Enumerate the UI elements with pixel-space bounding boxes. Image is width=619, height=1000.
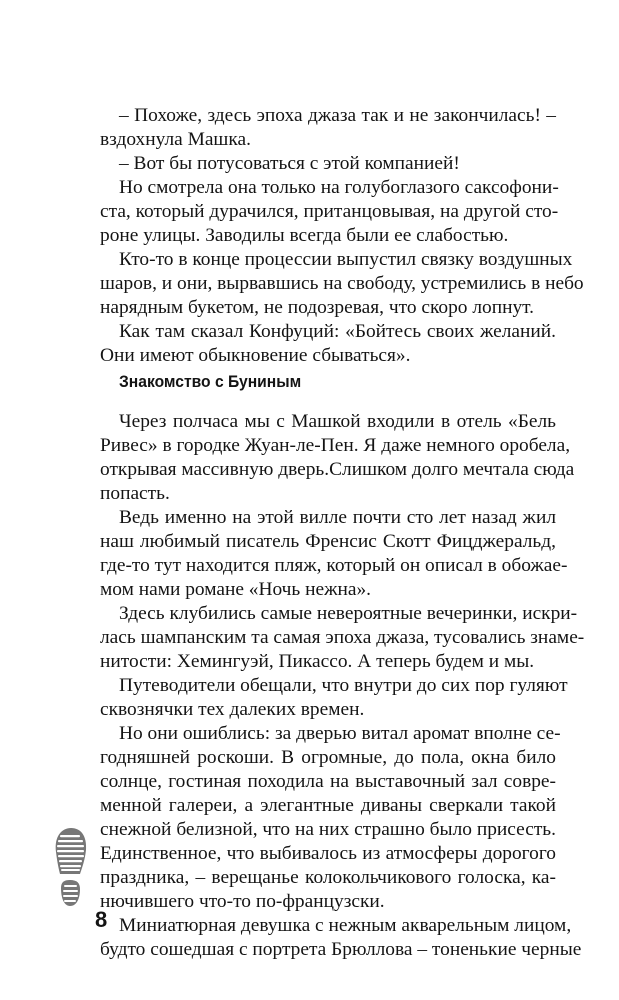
text-line: будто сошедшая с портрета Брюллова – тоненькие черные [100,939,582,960]
text-line: годняшней роскоши. В огромные, до пола, окна било [100,747,556,768]
text-line: снежной белизной, что на них страшно было присесть. [100,819,556,840]
text-line: наш любимый писатель Френсис Скотт Фицджеральд, [100,531,556,552]
text-line: нючившего что-то по-французски. [100,891,385,912]
text-line: ста, который дурачился, пританцовывая, на другой сто- [100,201,559,222]
text-line: вздохнула Машка. [100,129,251,150]
section-heading: Знакомство с Буниным [119,372,302,391]
text-line: Ривес» в городке Жуан-ле-Пен. Я даже немного оробела, [100,435,571,456]
text-line: лась шампанским та самая эпоха джаза, тусовались знаме- [100,627,585,648]
text-line: Они имеют обыкновение сбываться». [100,345,411,366]
text-line: Но смотрела она только на голубоглазого саксофони- [119,177,559,198]
text-line: нитости: Хемингуэй, Пикассо. А теперь будем и мы. [100,651,535,672]
text-line: Кто-то в конце процессии выпустил связку воздушных [119,249,573,270]
text-line: Через полчаса мы с Машкой входили в отель «Бель [119,411,556,432]
text-line: Путеводители обещали, что внутри до сих пор гуляют [119,675,568,696]
text-line: Миниатюрная девушка с нежным акварельным лицом, [119,915,572,936]
text-line: – Вот бы потусоваться с этой компанией! [119,153,460,174]
text-line: Ведь именно на этой вилле почти сто лет назад жил [119,507,556,528]
text-line: нарядным букетом, не подозревая, что скоро лопнут. [100,297,535,318]
page-number: 8 [95,907,108,932]
text-line: менной галереи, а элегантные диваны сверкали такой [100,795,556,816]
footprint-icon [50,826,90,919]
text-line: Единственное, что выбивалось из атмосферы дорогого [100,843,556,864]
text-line: Как там сказал Конфуций: «Бойтесь своих желаний. [119,321,556,342]
text-line: где-то тут находится пляж, который он описал в обожае- [100,555,568,576]
text-line: мом нами романе «Ночь нежна». [100,579,372,600]
text-line: – Похоже, здесь эпоха джаза так и не закончилась! – [119,105,556,126]
text-line: Но они ошиблись: за дверью витал аромат вполне се- [119,723,561,744]
text-line: сквознячки тех далеких времен. [100,699,365,720]
text-line: солнце, гостиная походила на выставочный зал совре- [100,771,556,792]
text-line: Здесь клубились самые невероятные вечеринки, искри- [119,603,578,624]
text-line: открывая массивную дверь.Слишком долго мечтала сюда [100,459,575,480]
text-line: роне улицы. Заводилы всегда были ее слабостью. [100,225,509,246]
text-line: шаров, и они, вырвавшись на свободу, устремились в небо [100,273,584,294]
text-line: попасть. [100,483,170,504]
text-line: праздника, – верещанье колокольчикового голоска, ка- [100,867,556,888]
